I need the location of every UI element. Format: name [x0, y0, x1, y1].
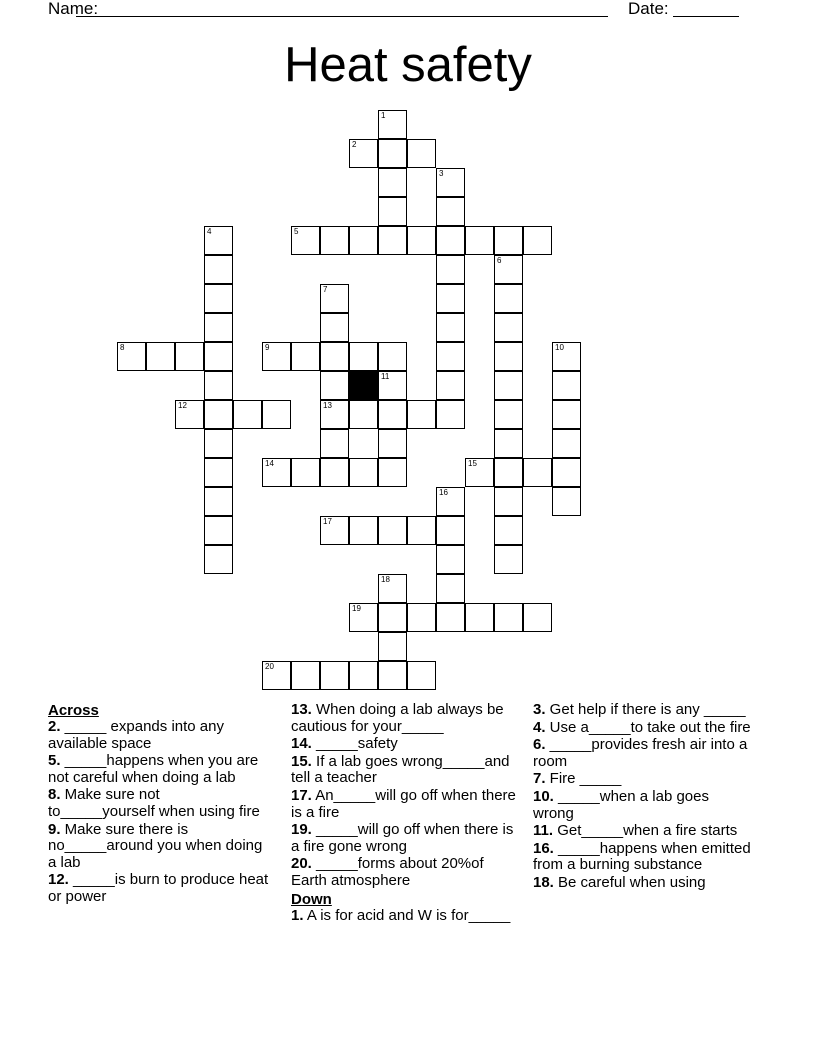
clue-number: 13. — [291, 701, 312, 718]
clue-across-9 — [48, 822, 270, 872]
grid-cell[interactable] — [552, 400, 581, 429]
clue-text: _____safety — [311, 735, 398, 753]
clue-across-12 — [48, 872, 270, 905]
clue-text: Make sure not to_____yourself when using fire — [48, 786, 260, 820]
grid-cell[interactable] — [407, 400, 436, 429]
clue-text: When doing a lab always be cautious for your_____ — [291, 701, 504, 735]
clue-across-14 — [291, 736, 519, 753]
grid-cell[interactable] — [204, 313, 233, 342]
grid-cell[interactable] — [552, 429, 581, 458]
grid-cell[interactable] — [349, 226, 378, 255]
clue-number-label: 19 — [352, 604, 361, 613]
grid-cell[interactable] — [378, 226, 407, 255]
clue-down-11 — [533, 823, 753, 840]
grid-cell[interactable] — [349, 139, 378, 168]
grid-cell[interactable] — [494, 371, 523, 400]
grid-cell[interactable] — [494, 458, 523, 487]
clue-number-label: 5 — [294, 227, 299, 236]
clue-across-8 — [48, 787, 270, 820]
clue-down-4 — [533, 720, 753, 737]
grid-cell[interactable] — [262, 661, 291, 690]
clue-number: 14. — [291, 735, 312, 753]
grid-cell[interactable] — [378, 458, 407, 487]
clues-column-1 — [48, 702, 270, 907]
grid-cell[interactable] — [378, 429, 407, 458]
grid-cell[interactable] — [378, 139, 407, 168]
clue-number-label: 4 — [207, 227, 212, 236]
clue-text: _____will go off when there is a fire gone wrong — [291, 821, 514, 855]
clue-number-label: 8 — [120, 343, 125, 352]
grid-cell[interactable] — [378, 603, 407, 632]
clue-down-16 — [533, 841, 753, 874]
grid-cell[interactable] — [494, 284, 523, 313]
clue-across-15 — [291, 754, 519, 787]
grid-cell[interactable] — [436, 342, 465, 371]
grid-cell[interactable] — [407, 226, 436, 255]
clue-number: 7. — [533, 770, 546, 788]
clue-text: Use a_____to take out the fire — [545, 718, 751, 736]
clue-number: 11. — [533, 822, 554, 840]
grid-cell[interactable] — [175, 400, 204, 429]
clue-number-label: 2 — [352, 140, 357, 149]
grid-cell[interactable] — [320, 661, 349, 690]
clue-number: 3. — [533, 701, 546, 718]
clue-text: _____happens when emitted from a burning substance — [533, 839, 751, 874]
clue-number-label: 14 — [265, 459, 274, 468]
clue-number: 12. — [48, 871, 69, 889]
clue-number: 6. — [533, 736, 546, 754]
clue-number-label: 1 — [381, 111, 386, 120]
clue-text: Be careful when using — [553, 873, 706, 891]
grid-cell[interactable] — [378, 661, 407, 690]
grid-cell[interactable] — [349, 458, 378, 487]
grid-cell[interactable] — [349, 603, 378, 632]
grid-cell[interactable] — [320, 284, 349, 313]
clue-number: 8. — [48, 786, 61, 804]
clue-number: 19. — [291, 821, 312, 839]
clue-down-6 — [533, 737, 753, 770]
grid-cell[interactable] — [378, 110, 407, 139]
grid-cell[interactable] — [349, 516, 378, 545]
grid-cell[interactable] — [204, 284, 233, 313]
grid-cell[interactable] — [378, 342, 407, 371]
grid-cell[interactable] — [436, 574, 465, 603]
clue-number-label: 6 — [497, 256, 502, 265]
grid-cell[interactable] — [233, 400, 262, 429]
clue-text: _____forms about 20%of Earth atmosphere — [291, 855, 484, 889]
grid-cell[interactable] — [291, 342, 320, 371]
date-label: Date: — [628, 0, 669, 18]
grid-cell[interactable] — [204, 429, 233, 458]
black-square — [349, 371, 378, 400]
clue-text: An_____will go off when there is a fire — [291, 786, 516, 821]
grid-cell[interactable] — [204, 255, 233, 284]
grid-cell[interactable] — [146, 342, 175, 371]
grid-cell[interactable] — [436, 603, 465, 632]
clue-text: Make sure there is no_____around you when doing a lab — [48, 820, 263, 871]
grid-cell[interactable] — [407, 661, 436, 690]
grid-cell[interactable] — [175, 342, 204, 371]
grid-cell[interactable] — [465, 226, 494, 255]
grid-cell[interactable] — [349, 400, 378, 429]
grid-cell[interactable] — [262, 400, 291, 429]
clue-text: _____is burn to produce heat or power — [48, 871, 269, 905]
grid-cell[interactable] — [494, 226, 523, 255]
grid-cell[interactable] — [204, 516, 233, 545]
grid-cell[interactable] — [436, 226, 465, 255]
grid-cell[interactable] — [436, 400, 465, 429]
clue-text: Get_____when a fire starts — [553, 822, 738, 840]
grid-cell[interactable] — [349, 342, 378, 371]
clue-across-19 — [291, 822, 519, 855]
clue-across-20 — [291, 856, 519, 889]
clue-number: 1. — [291, 906, 304, 924]
page-title: Heat safety — [284, 38, 532, 92]
grid-cell[interactable] — [494, 603, 523, 632]
clue-down-3 — [533, 702, 753, 719]
grid-cell[interactable] — [436, 371, 465, 400]
grid-cell[interactable] — [436, 284, 465, 313]
grid-cell[interactable] — [436, 168, 465, 197]
grid-cell[interactable] — [320, 313, 349, 342]
grid-cell[interactable] — [320, 516, 349, 545]
grid-cell[interactable] — [320, 342, 349, 371]
grid-cell[interactable] — [378, 371, 407, 400]
clue-across-5 — [48, 753, 270, 786]
grid-cell[interactable] — [552, 342, 581, 371]
clue-number-label: 7 — [323, 285, 328, 294]
grid-cell[interactable] — [378, 400, 407, 429]
grid-cell[interactable] — [378, 168, 407, 197]
clues-column-3 — [533, 702, 753, 893]
grid-cell[interactable] — [320, 458, 349, 487]
clue-number: 2. — [48, 718, 61, 735]
grid-cell[interactable] — [436, 197, 465, 226]
across-heading: Across — [48, 702, 99, 719]
grid-cell[interactable] — [494, 342, 523, 371]
clue-text: _____ expands into any available space — [48, 718, 224, 752]
name-label: Name: — [48, 0, 99, 18]
clue-text: Fire _____ — [545, 770, 622, 788]
clue-number-label: 17 — [323, 517, 332, 526]
grid-cell[interactable] — [407, 603, 436, 632]
clue-number-label: 15 — [468, 459, 477, 468]
grid-cell[interactable] — [436, 516, 465, 545]
grid-cell[interactable] — [552, 487, 581, 516]
clue-text: _____when a lab goes wrong — [533, 787, 709, 822]
clue-across-17 — [291, 788, 519, 821]
clue-text: _____happens when you are not careful when doing a lab — [48, 752, 259, 786]
clues-column-2 — [291, 702, 519, 925]
clue-number-label: 11 — [381, 372, 390, 381]
clue-number-label: 13 — [323, 401, 332, 410]
grid-cell[interactable] — [494, 313, 523, 342]
clue-number: 4. — [533, 718, 546, 736]
grid-cell[interactable] — [494, 487, 523, 516]
grid-cell[interactable] — [262, 342, 291, 371]
clue-down-1 — [291, 908, 519, 925]
grid-cell[interactable] — [494, 516, 523, 545]
grid-cell[interactable] — [262, 458, 291, 487]
grid-cell[interactable] — [465, 603, 494, 632]
grid-cell[interactable] — [349, 661, 378, 690]
grid-cell[interactable] — [378, 516, 407, 545]
clue-number-label: 20 — [265, 662, 274, 671]
clue-number: 16. — [533, 839, 554, 857]
clue-text: _____provides fresh air into a room — [533, 736, 748, 770]
grid-cell[interactable] — [378, 197, 407, 226]
clue-across-2 — [48, 719, 270, 752]
grid-cell[interactable] — [494, 545, 523, 574]
clue-number: 9. — [48, 820, 61, 838]
grid-cell[interactable] — [378, 574, 407, 603]
clue-text: A is for acid and W is for_____ — [303, 906, 511, 924]
clue-down-7 — [533, 771, 753, 788]
clue-number: 15. — [291, 752, 312, 770]
clue-down-10 — [533, 789, 753, 822]
grid-cell[interactable] — [291, 661, 320, 690]
grid-cell[interactable] — [204, 545, 233, 574]
grid-cell[interactable] — [204, 487, 233, 516]
down-heading: Down — [291, 890, 332, 908]
clue-number: 20. — [291, 855, 312, 873]
clue-number: 5. — [48, 752, 61, 770]
clue-number: 18. — [533, 873, 554, 891]
grid-cell[interactable] — [320, 226, 349, 255]
grid-cell[interactable] — [320, 400, 349, 429]
grid-cell[interactable] — [407, 516, 436, 545]
grid-cell[interactable] — [494, 400, 523, 429]
clue-number-label: 9 — [265, 343, 270, 352]
grid-cell[interactable] — [407, 139, 436, 168]
clue-number-label: 3 — [439, 169, 444, 178]
clue-number-label: 12 — [178, 401, 187, 410]
grid-cell[interactable] — [291, 226, 320, 255]
grid-cell[interactable] — [320, 371, 349, 400]
clue-number-label: 18 — [381, 575, 390, 584]
grid-cell[interactable] — [465, 458, 494, 487]
clue-number-label: 16 — [439, 488, 448, 497]
clue-across-13 — [291, 702, 519, 735]
grid-cell[interactable] — [320, 429, 349, 458]
grid-cell[interactable] — [523, 458, 552, 487]
clue-down-18 — [533, 875, 753, 892]
grid-cell[interactable] — [436, 487, 465, 516]
grid-cell[interactable] — [552, 371, 581, 400]
grid-cell[interactable] — [204, 458, 233, 487]
grid-cell[interactable] — [378, 632, 407, 661]
grid-cell[interactable] — [436, 545, 465, 574]
clue-number: 17. — [291, 786, 312, 804]
clue-number-label: 10 — [555, 343, 564, 352]
grid-cell[interactable] — [204, 342, 233, 371]
grid-cell[interactable] — [117, 342, 146, 371]
clue-text: If a lab goes wrong_____and tell a teacher — [291, 752, 510, 787]
grid-cell[interactable] — [204, 400, 233, 429]
grid-cell[interactable] — [552, 458, 581, 487]
grid-cell[interactable] — [291, 458, 320, 487]
grid-cell[interactable] — [494, 429, 523, 458]
grid-cell[interactable] — [204, 371, 233, 400]
clue-number: 10. — [533, 787, 554, 805]
grid-cell[interactable] — [204, 226, 233, 255]
grid-cell[interactable] — [436, 313, 465, 342]
grid-cell[interactable] — [523, 603, 552, 632]
grid-cell[interactable] — [494, 255, 523, 284]
grid-cell[interactable] — [436, 255, 465, 284]
clue-text: Get help if there is any _____ — [545, 701, 746, 718]
grid-cell[interactable] — [523, 226, 552, 255]
